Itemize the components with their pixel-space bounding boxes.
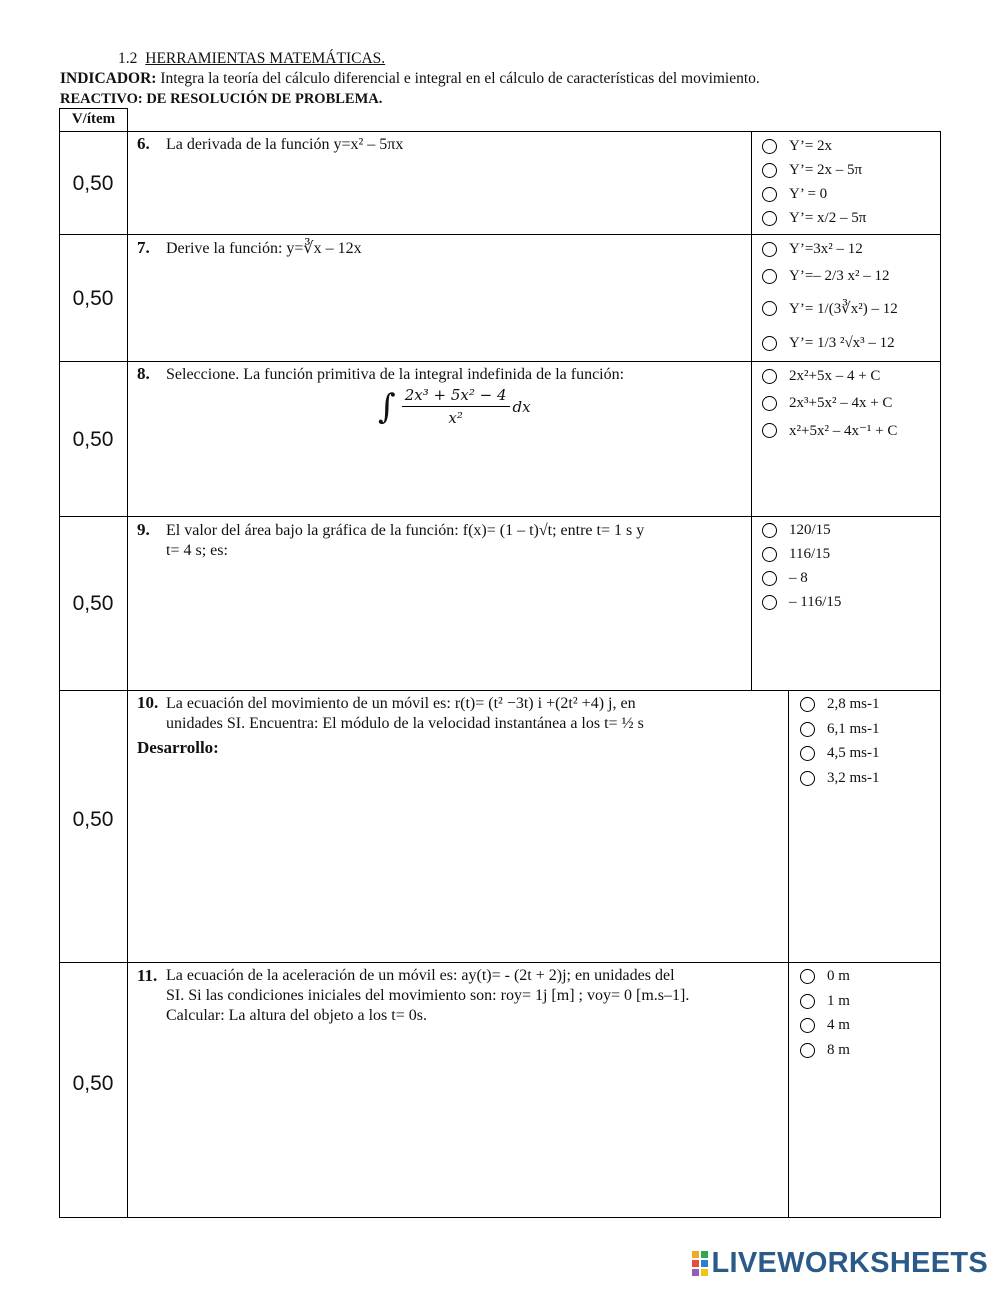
answer-option[interactable] — [762, 265, 889, 287]
column-header-value: V/ítem — [71, 111, 116, 127]
answer-option[interactable] — [800, 1014, 850, 1036]
integral-fraction — [402, 386, 510, 427]
radio-circle-icon[interactable] — [762, 369, 777, 384]
question-text — [166, 694, 781, 734]
question-text: Derive la función: y=∛x – 12x — [166, 240, 362, 257]
answer-option[interactable] — [762, 543, 830, 565]
answer-option[interactable] — [762, 519, 831, 541]
integral-expression — [378, 386, 531, 427]
option-label: Y’ = 0 — [789, 185, 828, 202]
question-text: Seleccione. La función primitiva de la integral indefinida de la función: — [166, 366, 625, 383]
integrand-numerator: 2x³ + 5x² − 4 — [402, 386, 510, 407]
radio-circle-icon[interactable] — [800, 771, 815, 786]
radio-circle-icon[interactable] — [762, 163, 777, 178]
item-value-6: 0,50 — [72, 172, 114, 195]
answer-option[interactable] — [762, 332, 895, 354]
question-text-line: El valor del área bajo la gráfica de la función: f(x)= (1 – t)√t; entre t= 1 s y — [166, 522, 645, 539]
answer-option[interactable] — [762, 392, 892, 414]
indicator-text: Integra la teoría del cálculo diferencial e integral en el cálculo de características del movimiento. — [160, 70, 760, 87]
answer-option[interactable] — [762, 591, 841, 613]
option-label: 8 m — [827, 1041, 850, 1058]
radio-circle-icon[interactable] — [800, 994, 815, 1009]
answer-option[interactable] — [800, 693, 880, 715]
question-number: 9. — [137, 520, 150, 539]
item-value-8: 0,50 — [72, 428, 114, 451]
radio-circle-icon[interactable] — [800, 722, 815, 737]
logo-blocks-icon — [692, 1251, 708, 1276]
radio-circle-icon[interactable] — [762, 547, 777, 562]
question-number: 8. — [137, 364, 150, 383]
question-number: 10. — [137, 693, 159, 712]
answer-option[interactable] — [800, 965, 850, 987]
radio-circle-icon[interactable] — [762, 423, 777, 438]
question-text: La derivada de la función y=x² – 5πx — [166, 136, 404, 153]
option-label: 2,8 ms-1 — [827, 695, 880, 712]
option-label: 1 m — [827, 992, 850, 1009]
radio-circle-icon[interactable] — [762, 396, 777, 411]
radio-circle-icon[interactable] — [762, 139, 777, 154]
reactive-label: REACTIVO: DE RESOLUCIÓN DE PROBLEMA. — [60, 91, 383, 107]
option-label: 3,2 ms-1 — [827, 769, 880, 786]
option-label: 4 m — [827, 1016, 850, 1033]
logo-text: LIVEWORKSHEETS — [711, 1247, 988, 1279]
option-label: Y’= 2x — [789, 137, 833, 154]
option-label: – 8 — [789, 569, 808, 586]
answer-option[interactable] — [762, 135, 832, 157]
section-number: 1.2 — [118, 50, 138, 67]
option-label: Y’= 1/(3∛x²) – 12 — [789, 300, 898, 317]
radio-circle-icon[interactable] — [762, 571, 777, 586]
integrand-dx: dx — [512, 397, 531, 416]
question-text-line: SI. Si las condiciones iniciales del movimiento son: roy= 1j [m] ; voy= 0 [m.s–1]. — [166, 987, 690, 1004]
question-text-line: t= 4 s; es: — [166, 542, 228, 559]
radio-circle-icon[interactable] — [762, 523, 777, 538]
answer-option[interactable] — [800, 742, 880, 764]
answer-option[interactable] — [762, 365, 880, 387]
radio-circle-icon[interactable] — [762, 301, 777, 316]
radio-circle-icon[interactable] — [762, 187, 777, 202]
radio-circle-icon[interactable] — [800, 1043, 815, 1058]
item-value-9: 0,50 — [72, 592, 114, 615]
question-number: 6. — [137, 134, 150, 153]
section-heading — [118, 49, 385, 68]
answer-option[interactable] — [800, 990, 850, 1012]
integral-sign-icon: ∫ — [378, 386, 396, 427]
development-label: Desarrollo: — [137, 738, 219, 757]
radio-circle-icon[interactable] — [762, 211, 777, 226]
answer-option[interactable] — [762, 159, 862, 181]
question-number: 7. — [137, 238, 150, 257]
option-label: Y’=– 2/3 x² – 12 — [789, 267, 890, 284]
question-text — [166, 521, 746, 561]
liveworksheets-logo — [692, 1247, 989, 1280]
answer-option[interactable] — [762, 207, 866, 229]
item-value-10: 0,50 — [72, 808, 114, 831]
option-label: 116/15 — [789, 545, 831, 562]
answer-option[interactable] — [800, 1039, 850, 1061]
answer-option[interactable] — [762, 238, 863, 260]
section-title: HERRAMIENTAS MATEMÁTICAS. — [145, 50, 386, 67]
option-label: 2x²+5x – 4 + C — [789, 367, 881, 384]
option-label: Y’=3x² – 12 — [789, 240, 863, 257]
option-label: – 116/15 — [789, 593, 842, 610]
question-text-line: La ecuación de la aceleración de un móvil es: ay(t)= - (2t + 2)j; en unidades del — [166, 967, 675, 984]
option-label: 4,5 ms-1 — [827, 744, 880, 761]
option-label: Y’= 1/3 ²√x³ – 12 — [789, 334, 895, 351]
radio-circle-icon[interactable] — [762, 242, 777, 257]
answer-option[interactable] — [762, 567, 808, 589]
question-number: 11. — [137, 966, 158, 985]
radio-circle-icon[interactable] — [762, 595, 777, 610]
question-text-line: unidades SI. Encuentra: El módulo de la velocidad instantánea a los t= ½ s — [166, 715, 644, 732]
indicator — [60, 69, 960, 88]
option-label: Y’= x/2 – 5π — [789, 209, 867, 226]
radio-circle-icon[interactable] — [800, 697, 815, 712]
question-text-line: La ecuación del movimiento de un móvil es: r(t)= (t² −3t) i +(2t² +4) j, en — [166, 695, 636, 712]
answer-option[interactable] — [762, 183, 827, 205]
radio-circle-icon[interactable] — [762, 269, 777, 284]
option-label: 2x³+5x² – 4x + C — [789, 394, 893, 411]
option-label: 6,1 ms-1 — [827, 720, 880, 737]
question-text — [166, 966, 781, 1026]
radio-circle-icon[interactable] — [800, 746, 815, 761]
radio-circle-icon[interactable] — [800, 969, 815, 984]
option-label: 120/15 — [789, 521, 831, 538]
answer-option[interactable] — [762, 297, 898, 319]
radio-circle-icon[interactable] — [800, 1018, 815, 1033]
option-label: Y’= 2x – 5π — [789, 161, 863, 178]
item-value-11: 0,50 — [72, 1072, 114, 1095]
radio-circle-icon[interactable] — [762, 336, 777, 351]
option-label: x²+5x² – 4x⁻¹ + C — [789, 422, 898, 439]
answer-option[interactable] — [762, 419, 897, 441]
option-label: 0 m — [827, 967, 850, 984]
integrand-denominator: x² — [448, 409, 463, 427]
answer-option[interactable] — [800, 718, 880, 740]
question-text-line: Calcular: La altura del objeto a los t= 0s. — [166, 1007, 427, 1024]
answer-option[interactable] — [800, 767, 880, 789]
indicator-label: INDICADOR: — [60, 70, 157, 87]
item-value-7: 0,50 — [72, 287, 114, 310]
